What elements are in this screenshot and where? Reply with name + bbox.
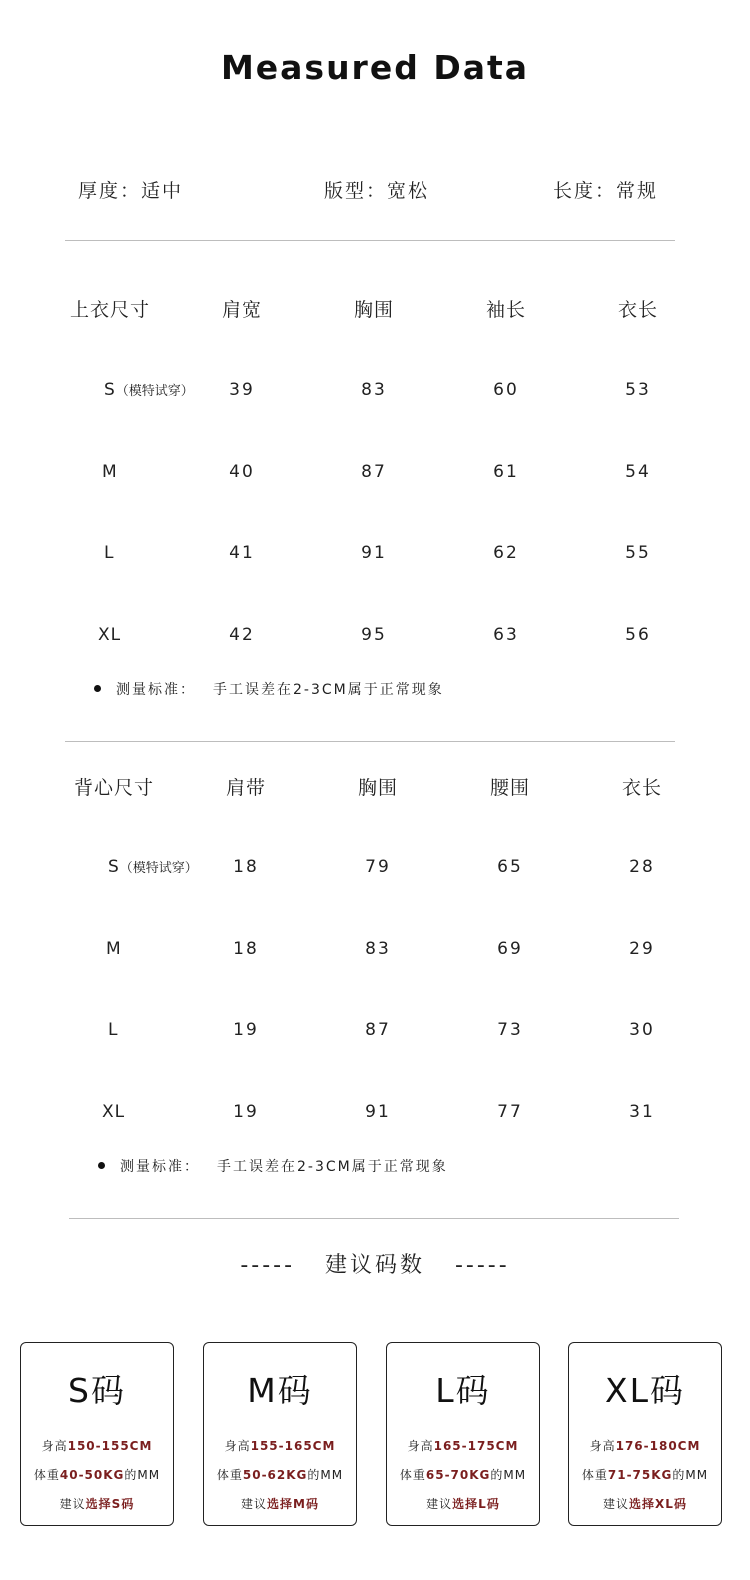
table-header: 上衣尺寸 [69,299,150,321]
size-label: L [104,543,115,563]
table-cell: 39 [229,380,255,400]
measure-note-label: 测量标准： [116,682,196,698]
table-cell: 30 [629,1020,655,1040]
size-label: S（模特试穿） [108,857,198,877]
card-advice: 建议选择XL码 [603,1497,687,1511]
size-label: XL [102,1102,126,1122]
card-height: 身高155-165CM [224,1439,336,1453]
attr-fit: 版型：宽松 [324,180,430,202]
model-note: （模特试穿） [119,861,198,876]
card-height: 身高176-180CM [589,1439,701,1453]
bullet-icon [94,685,101,692]
table-cell: 29 [629,939,655,959]
table-cell: 19 [233,1020,259,1040]
table-cell: 54 [625,462,651,482]
table-cell: 55 [625,543,651,563]
bullet-icon [98,1162,105,1169]
measure-note-label: 测量标准： [120,1159,200,1175]
table-cell: 18 [233,857,259,877]
card-advice: 建议选择S码 [59,1497,135,1511]
model-note: （模特试穿） [115,384,194,399]
table-cell: 42 [229,625,255,645]
size-label: M [102,462,118,482]
table-cell: 87 [361,462,387,482]
attr-thickness: 厚度：适中 [78,180,184,202]
table-header: 衣长 [621,777,662,799]
table-cell: 40 [229,462,255,482]
table-cell: 19 [233,1102,259,1122]
card-advice: 建议选择L码 [426,1497,500,1511]
card-advice: 建议选择M码 [241,1497,319,1511]
table-cell: 18 [233,939,259,959]
card-size: XL码 [605,1371,685,1410]
table-cell: 77 [497,1102,523,1122]
card-height: 身高150-155CM [41,1439,153,1453]
table-cell: 83 [361,380,387,400]
card-height: 身高165-175CM [407,1439,519,1453]
table-cell: 60 [493,380,519,400]
table-header: 袖长 [485,299,526,321]
size-label: XL [98,625,122,645]
table-cell: 83 [365,939,391,959]
size-card-m [203,1342,357,1526]
table-cell: 87 [365,1020,391,1040]
table-header: 肩带 [225,777,266,799]
divider [69,1218,679,1219]
table-cell: 65 [497,857,523,877]
size-label: M [106,939,122,959]
table-cell: 69 [497,939,523,959]
table-header: 胸围 [353,299,394,321]
card-size: S码 [68,1371,126,1410]
card-size: L码 [435,1371,491,1410]
attr-length: 长度：常规 [553,180,659,202]
table-cell: 31 [629,1102,655,1122]
card-weight: 体重50-62KG的MM [216,1468,344,1482]
table-cell: 95 [361,625,387,645]
card-weight: 体重65-70KG的MM [399,1468,527,1482]
page-title: Measured Data [220,48,530,87]
table-cell: 79 [365,857,391,877]
divider [65,741,675,742]
table-header: 背心尺寸 [73,777,154,799]
size-card-l [386,1342,540,1526]
table-cell: 61 [493,462,519,482]
card-weight: 体重71-75KG的MM [581,1468,709,1482]
card-size: M码 [247,1371,313,1410]
table-cell: 62 [493,543,519,563]
size-label: S（模特试穿） [104,380,194,400]
table-header: 腰围 [489,777,530,799]
table-cell: 28 [629,857,655,877]
table-cell: 53 [625,380,651,400]
table-cell: 73 [497,1020,523,1040]
size-card-xl [568,1342,722,1526]
measure-note-text: 手工误差在2-3CM属于正常现象 [217,1159,448,1175]
table-cell: 41 [229,543,255,563]
table-cell: 91 [365,1102,391,1122]
measure-note-text: 手工误差在2-3CM属于正常现象 [213,682,444,698]
table-cell: 91 [361,543,387,563]
size-label: L [108,1020,119,1040]
divider [65,240,675,241]
size-card-s [20,1342,174,1526]
recommend-title: ----- 建议码数 ----- [240,1253,510,1278]
card-weight: 体重40-50KG的MM [33,1468,161,1482]
table-header: 肩宽 [221,299,262,321]
table-cell: 63 [493,625,519,645]
table-header: 胸围 [357,777,398,799]
table-header: 衣长 [617,299,658,321]
table-cell: 56 [625,625,651,645]
